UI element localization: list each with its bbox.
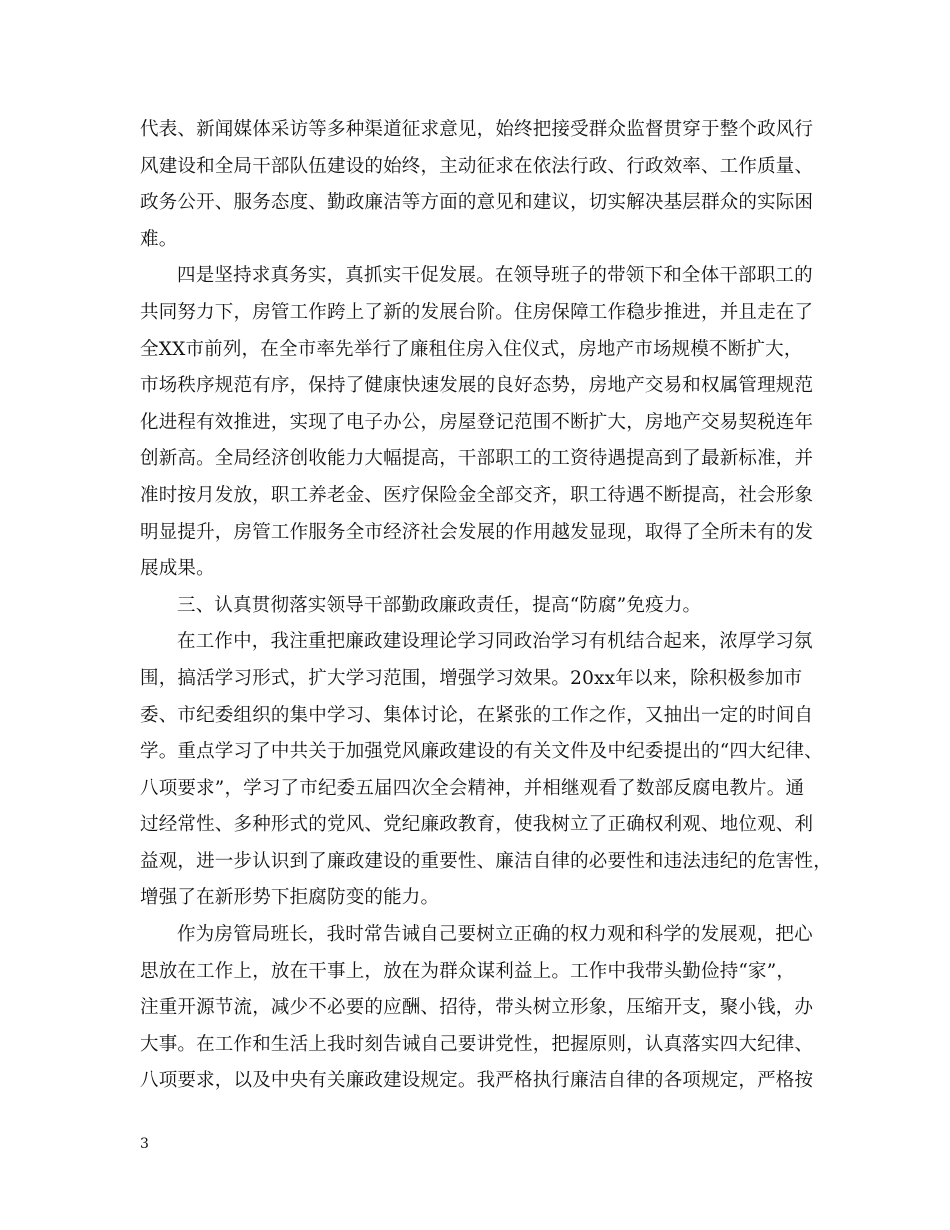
text-line: 作为房管局班长，我时常告诫自己要树立正确的权力观和科学的发展观，把心 [177, 924, 813, 946]
text-line: 委、市纪委组织的集中学习、集体讨论，在紧张的工作之作，又抽出一定的时间自 [140, 704, 814, 726]
text-line: 益观，进一步认识到了廉政建设的重要性、廉洁自律的必要性和违法违纪的危害性， [140, 850, 832, 872]
text-line: 大事。在工作和生活上我时刻告诫自己要讲党性，把握原则，认真落实四大纪律、 [140, 1033, 814, 1055]
text-line: 创新高。全局经济创收能力大幅提高，干部职工的工资待遇提高到了最新标准，并 [140, 448, 814, 470]
text-line: 在工作中，我注重把廉政建设理论学习同政治学习有机结合起来，浓厚学习氛 [177, 631, 813, 653]
text-line: 围，搞活学习形式，扩大学习范围，增强学习效果。20xx年以来，除积极参加市 [140, 667, 803, 689]
text-line: 全XX市前列，在全市率先举行了廉租住房入住仪式，房地产市场规模不断扩大， [140, 338, 803, 360]
document-body [140, 112, 830, 1100]
page-number: 3 [140, 1136, 149, 1152]
text-line: 市场秩序规范有序，保持了健康快速发展的良好态势，房地产交易和权属管理规范 [140, 375, 814, 397]
text-line: 共同努力下，房管工作跨上了新的发展台阶。住房保障工作稳步推进，并且走在了 [140, 301, 814, 323]
text-line: 过经常性、多种形式的党风、党纪廉政教育，使我树立了正确权利观、地位观、利 [140, 814, 814, 836]
text-line: 思放在工作上，放在干事上，放在为群众谋利益上。工作中我带头勤俭持“家”， [140, 960, 796, 982]
text-line: 化进程有效推进，实现了电子办公，房屋登记范围不断扩大，房地产交易契税连年 [140, 411, 814, 433]
text-line: 政务公开、服务态度、勤政廉洁等方面的意见和建议，切实解决基层群众的实际困 [140, 192, 814, 214]
text-line: 四是坚持求真务实，真抓实干促发展。在领导班子的带领下和全体干部职工的 [177, 265, 813, 287]
text-line: 展成果。 [140, 558, 215, 580]
text-line: 明显提升，房管工作服务全市经济社会发展的作用越发显现，取得了全所未有的发 [140, 521, 814, 543]
text-line: 风建设和全局干部队伍建设的始终，主动征求在依法行政、行政效率、工作质量、 [140, 155, 814, 177]
text-line: 增强了在新形势下拒腐防变的能力。 [140, 887, 440, 909]
text-line: 难。 [140, 228, 178, 250]
text-line: 八项要求，以及中央有关廉政建设规定。我严格执行廉洁自律的各项规定，严格按 [140, 1070, 814, 1092]
text-line: 八项要求”，学习了市纪委五届四次全会精神，并相继观看了数部反腐电教片。通 [140, 777, 805, 799]
text-line: 三、认真贯彻落实领导干部勤政廉政责任，提高“防腐”免疫力。 [177, 594, 702, 616]
text-line: 注重开源节流，减少不必要的应酬、招待，带头树立形象，压缩开支，聚小钱，办 [140, 997, 814, 1019]
text-line: 准时按月发放，职工养老金、医疗保险金全部交齐，职工待遇不断提高，社会形象 [140, 484, 814, 506]
text-line: 代表、新闻媒体采访等多种渠道征求意见，始终把接受群众监督贯穿于整个政风行 [140, 119, 814, 140]
text-line: 学。重点学习了中共关于加强党风廉政建设的有关文件及中纪委提出的“四大纪律、 [140, 741, 823, 763]
